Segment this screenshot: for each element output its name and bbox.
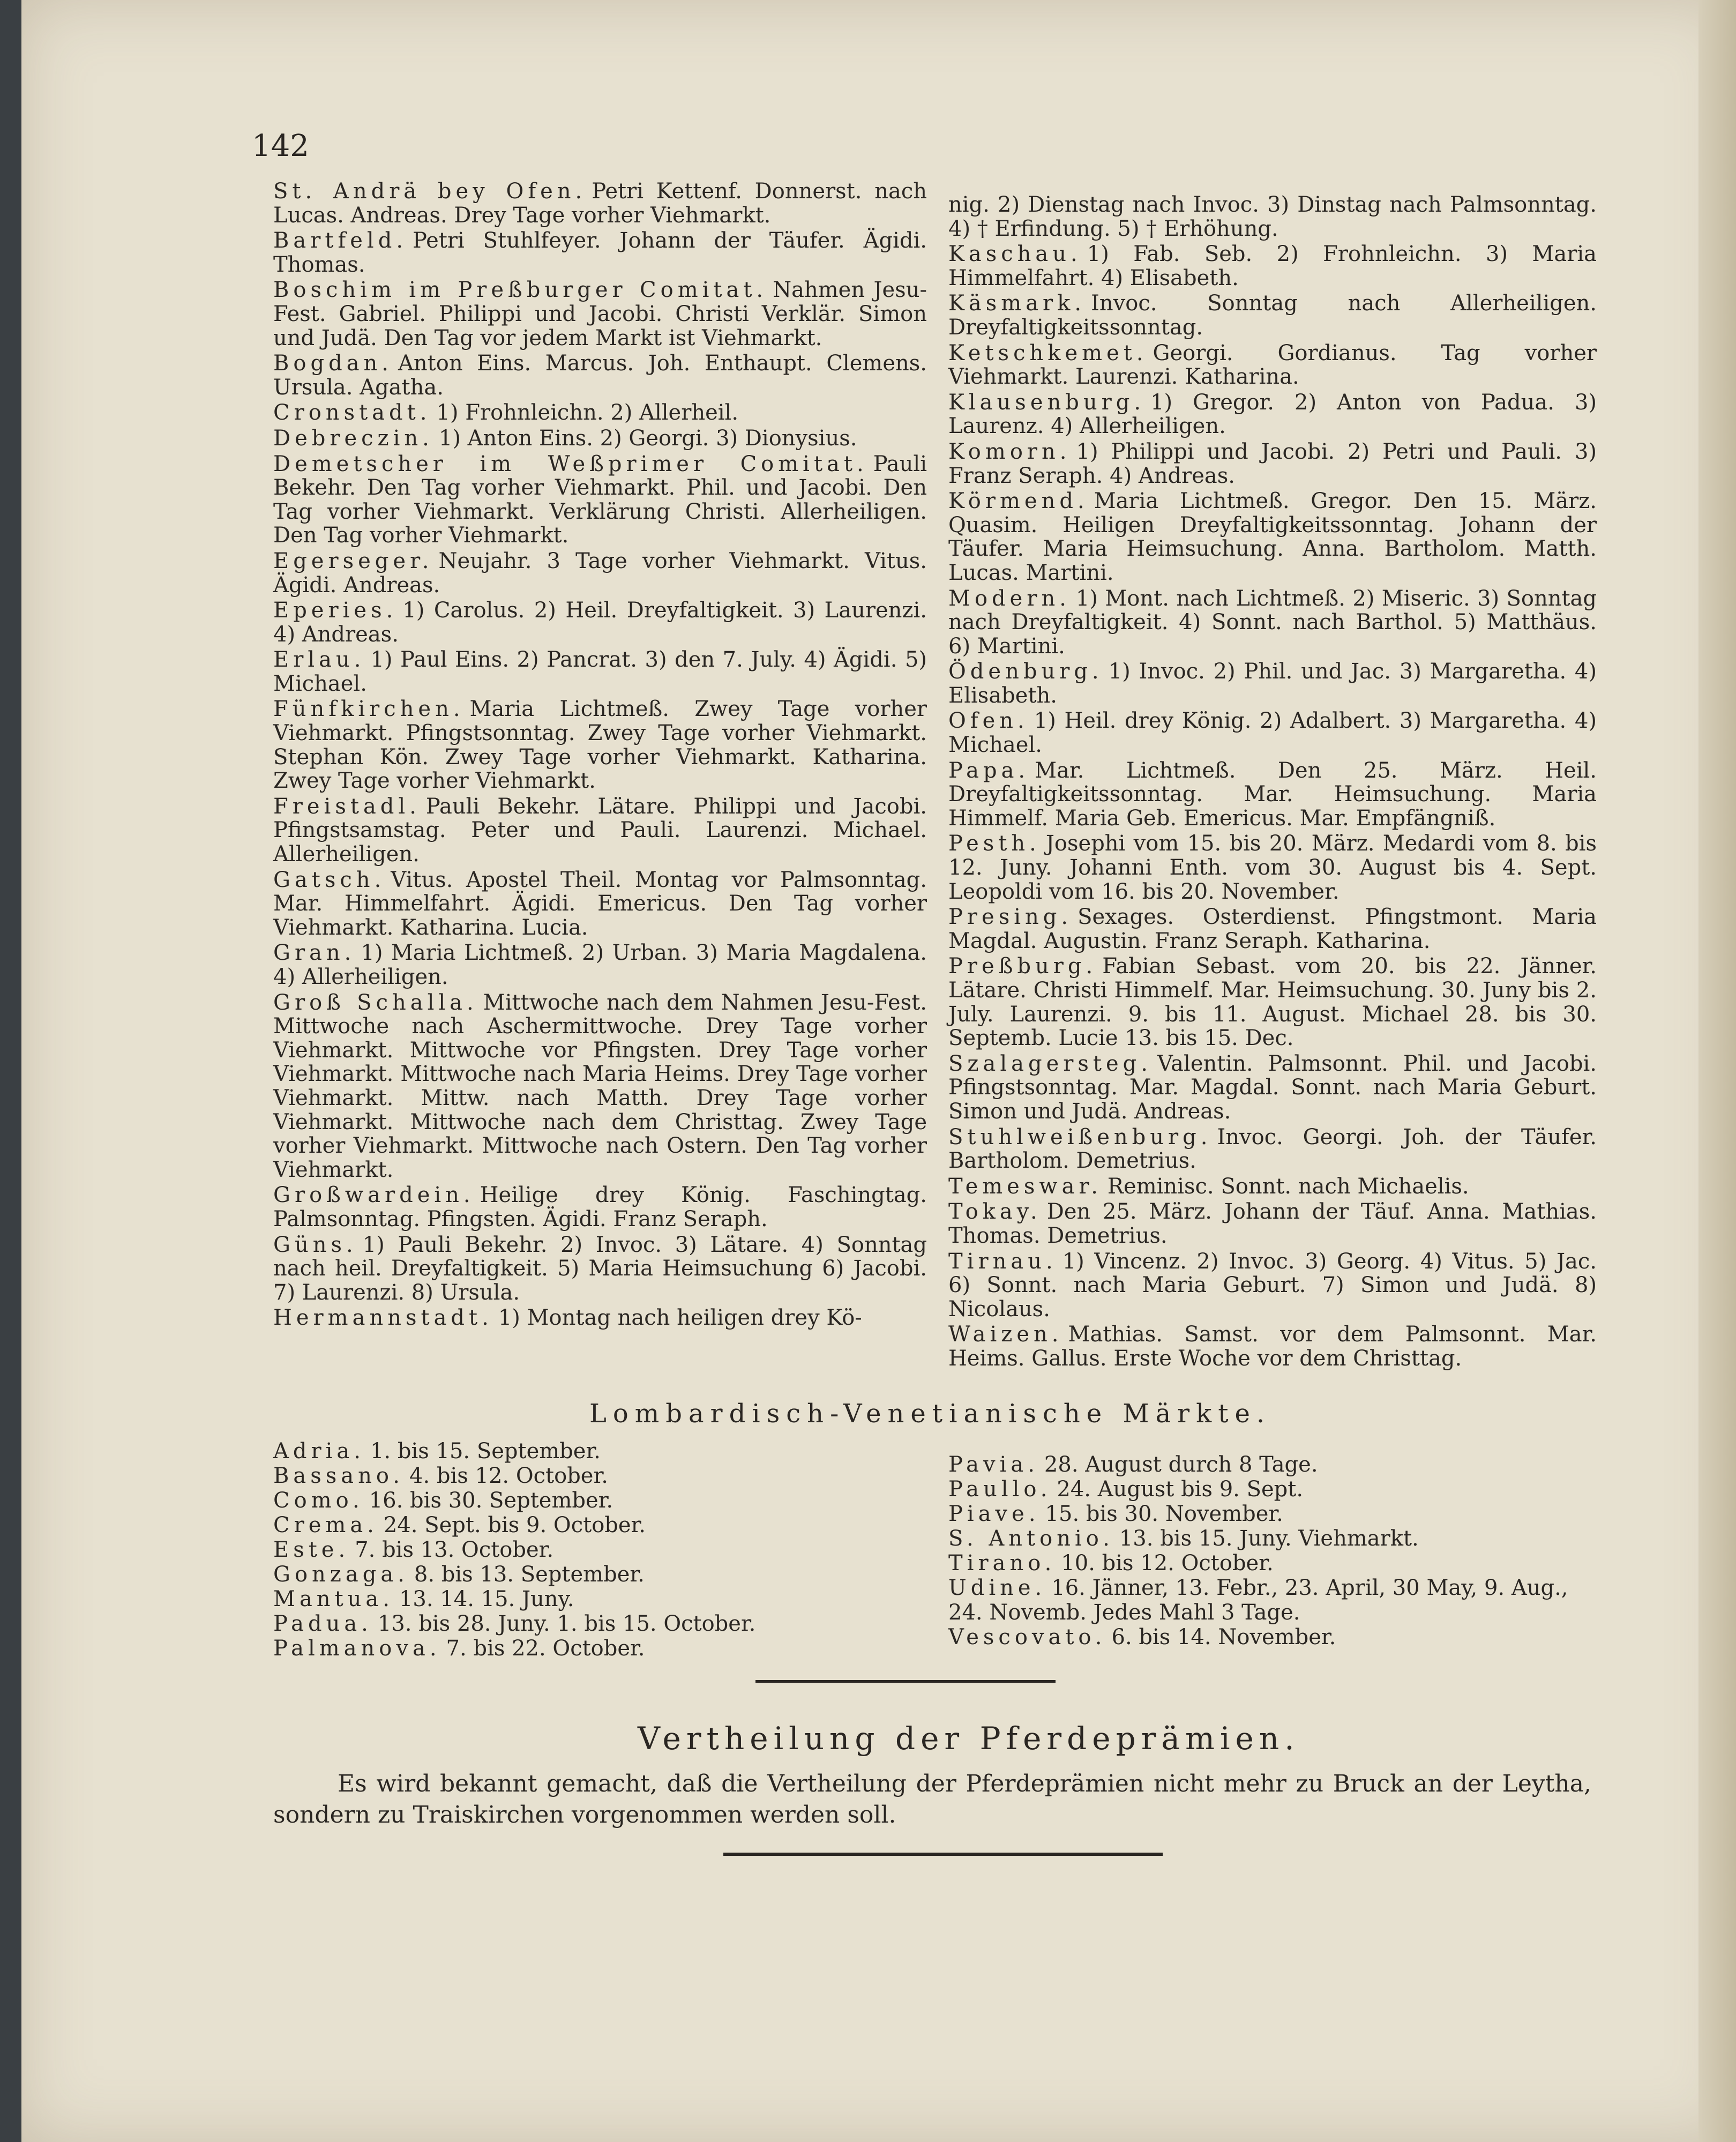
market-place: Tirano.	[948, 1551, 1056, 1576]
market-entry	[273, 868, 927, 940]
book-spine	[1698, 0, 1736, 2142]
market-dates: Mittwoche nach dem Nahmen Jesu-Fest. Mittwoche nach Aschermittwoche. Drey Tage vorher Viehmarkt. Mittwoche vor Pfingsten. Drey Tage vorher Viehmarkt. Mittwoche nach Maria Heims. Drey Tage vorher Viehmarkt. Mittw. nach Matth. Drey Tage vorher Viehmarkt. Mittwoche nach dem Christtag. Zwey Tage vorher Viehmarkt. Mittwoche nach Ostern. Den Tag vorher Viehmarkt.	[273, 990, 927, 1182]
market-place: Käsmark.	[948, 291, 1086, 316]
market-place: Bogdan.	[273, 351, 393, 376]
market-place: Gonzaga.	[273, 1562, 409, 1587]
market-place: Este.	[273, 1538, 350, 1562]
market-entry	[273, 352, 927, 399]
market-dates: 13. bis 28. Juny. 1. bis 15. October.	[377, 1611, 756, 1636]
right-column	[948, 193, 1597, 1372]
market-place: Presing.	[948, 905, 1073, 930]
market-dates: Mar. Lichtmeß. Den 25. März. Heil. Dreyfaltigkeitssonntag. Mar. Heimsuchung. Maria Himmelf. Maria Geb. Emericus. Mar. Empfängniß.	[948, 758, 1597, 831]
market-entry	[273, 1513, 916, 1538]
market-dates: 6. bis 14. November.	[1111, 1625, 1336, 1650]
market-place: Großwardein.	[273, 1183, 475, 1208]
market-entry	[273, 1562, 916, 1587]
pferde-paragraph: Es wird bekannt gemacht, daß die Vertheilung der Pferdeprämien nicht mehr zu Bruck an der Leytha, sondern zu Traiskirchen vorgenommen werden soll.	[273, 1770, 1591, 1828]
market-dates: 1) Mont. nach Lichtmeß. 2) Miseric. 3) Sonntag nach Dreyfaltigkeit. 4) Sonnt. nach Barthol. 5) Matthäus. 6) Martini.	[948, 586, 1597, 659]
market-dates: Petri Kettenf. Donnerst. nach Lucas. Andreas. Drey Tage vorher Viehmarkt.	[273, 179, 927, 228]
market-dates: Fabian Sebast. vom 20. bis 22. Jänner. Lätare. Christi Himmelf. Mar. Heimsuchung. 30. Juny bis 2. July. Laurenzi. 9. bis 11. August. Michael 28. bis 30. Septemb. Lucie 13. bis 15. Dec.	[948, 954, 1597, 1051]
page-number: 142	[252, 129, 309, 163]
lombard-heading: Lombardisch-Venetianische Märkte.	[589, 1399, 1271, 1429]
market-entry	[948, 1200, 1597, 1248]
market-place: St. Andrä bey Ofen.	[273, 179, 587, 204]
market-place: Ketschkemet.	[948, 340, 1148, 365]
market-entry	[948, 341, 1597, 389]
market-entry	[948, 440, 1597, 488]
market-entry	[948, 1052, 1597, 1124]
market-place: Udine.	[948, 1576, 1046, 1600]
market-place: Freistadl.	[273, 794, 421, 819]
market-entry	[948, 1526, 1591, 1551]
market-place: Szalagersteg.	[948, 1051, 1152, 1076]
market-place: Gran.	[273, 941, 356, 966]
market-dates: Den 25. März. Johann der Täuf. Anna. Mathias. Thomas. Demetrius.	[948, 1199, 1597, 1248]
market-place: Adria.	[273, 1439, 365, 1464]
market-place: Modern.	[948, 586, 1071, 611]
book-page	[21, 0, 1736, 2142]
market-place: Demetscher im Weßprimer Comitat.	[273, 451, 868, 476]
market-dates: 1) Paul Eins. 2) Pancrat. 3) den 7. July. 4) Ägidi. 5) Michael.	[273, 647, 927, 696]
market-dates: Josephi vom 15. bis 20. März. Medardi vom 8. bis 12. Juny. Johanni Enth. vom 30. August bis 4. Sept. Leopoldi vom 16. bis 20. November.	[948, 831, 1597, 904]
market-dates: Invoc. Georgi. Joh. der Täufer. Bartholom. Demetrius.	[948, 1124, 1597, 1174]
market-dates: 1) Maria Lichtmeß. 2) Urban. 3) Maria Magdalena. 4) Allerheiligen.	[273, 941, 927, 989]
market-entry	[273, 180, 927, 227]
market-entry	[948, 1576, 1591, 1625]
market-place: Pavia.	[948, 1452, 1039, 1477]
market-entry	[948, 1502, 1591, 1526]
market-place: Güns.	[273, 1232, 357, 1257]
market-place: Egerseger.	[273, 548, 433, 573]
market-dates: Maria Lichtmeß. Gregor. Den 15. März. Quasim. Heiligen Dreyfaltigkeitssonntag. Johann der Täufer. Maria Heimsuchung. Anna. Bartholom. Matth. Lucas. Martini.	[948, 489, 1597, 585]
left-column	[273, 180, 927, 1332]
market-entry	[948, 587, 1597, 659]
market-entry	[948, 391, 1597, 438]
market-entry	[948, 1452, 1591, 1477]
market-entry	[273, 452, 927, 548]
pferde-heading: Vertheilung der Pferdeprämien.	[638, 1720, 1300, 1757]
market-place: Preßburg.	[948, 954, 1097, 979]
market-entry	[948, 1125, 1597, 1173]
market-entry	[273, 1636, 916, 1661]
market-entry	[273, 549, 927, 597]
market-place: Boschim im Preßburger Comitat.	[273, 278, 768, 303]
market-dates: 7. bis 13. October.	[355, 1538, 554, 1562]
market-place: Vescovato.	[948, 1625, 1106, 1650]
market-place: Padua.	[273, 1611, 372, 1636]
market-dates: Sexages. Osterdienst. Pfingstmont. Maria Magdal. Augustin. Franz Seraph. Katharina.	[948, 905, 1597, 953]
lombard-right-list	[948, 1452, 1591, 1650]
market-entry	[273, 991, 927, 1182]
market-dates: Mathias. Samst. vor dem Palmsonnt. Mar. Heims. Gallus. Erste Woche vor dem Christtag.	[948, 1322, 1597, 1371]
market-place: Crema.	[273, 1513, 378, 1538]
lombard-left-list	[273, 1439, 916, 1661]
market-dates: 16. bis 30. September.	[369, 1488, 613, 1513]
market-place: Pesth.	[948, 831, 1041, 856]
market-place: Papa.	[948, 758, 1030, 783]
market-dates: 1) Carolus. 2) Heil. Dreyfaltigkeit. 3) Laurenzi. 4) Andreas.	[273, 598, 927, 647]
market-place: Tirnau.	[948, 1249, 1057, 1274]
market-dates: Maria Lichtmeß. Zwey Tage vorher Viehmarkt. Pfingstsonntag. Zwey Tage vorher Viehmarkt. Stephan Kön. Zwey Tage vorher Viehmarkt. Katharina. Zwey Tage vorher Viehmarkt.	[273, 697, 927, 794]
market-dates: 15. bis 30. November.	[1045, 1502, 1283, 1526]
market-entry	[273, 648, 927, 696]
market-entry	[948, 1323, 1597, 1370]
section-divider	[755, 1680, 1056, 1683]
market-dates: 7. bis 22. October.	[446, 1636, 645, 1661]
market-dates: 1) Pauli Bekehr. 2) Invoc. 3) Lätare. 4) Sonntag nach heil. Dreyfaltigkeit. 5) Maria Heimsuchung 6) Jacobi. 7) Laurenzi. 8) Ursula.	[273, 1232, 927, 1305]
market-dates: nig. 2) Dienstag nach Invoc. 3) Dinstag nach Palmsonntag. 4) † Erfindung. 5) † Erhöhung.	[948, 192, 1597, 241]
market-entry	[273, 1233, 927, 1305]
market-place: Hermannstadt.	[273, 1305, 493, 1331]
market-dates: Valentin. Palmsonnt. Phil. und Jacobi. Pfingstsonntag. Mar. Magdal. Sonnt. nach Maria Geburt. Simon und Judä. Andreas.	[948, 1051, 1597, 1124]
market-place: Komorn.	[948, 439, 1071, 464]
market-dates: 28. August durch 8 Tage.	[1044, 1452, 1318, 1477]
market-dates: Pauli Bekehr. Den Tag vorher Viehmarkt. Phil. und Jacobi. Den Tag vorher Viehmarkt. Verklärung Christi. Allerheiligen. Den Tag vorher Viehmarkt.	[273, 451, 927, 548]
market-place: Como.	[273, 1488, 364, 1513]
market-entry	[948, 1250, 1597, 1322]
market-dates: Georgi. Gordianus. Tag vorher Viehmarkt. Laurenzi. Katharina.	[948, 340, 1597, 390]
market-place: Groß Schalla.	[273, 990, 478, 1015]
market-entry	[273, 1611, 916, 1636]
market-dates: 10. bis 12. October.	[1061, 1551, 1274, 1576]
market-entry	[948, 1477, 1591, 1502]
market-entry	[948, 905, 1597, 953]
market-entry	[273, 1488, 916, 1513]
market-dates: 13. bis 15. Juny. Viehmarkt.	[1119, 1526, 1419, 1551]
market-dates: 1) Frohnleichn. 2) Allerheil.	[436, 400, 739, 426]
market-place: Cronstadt.	[273, 400, 431, 426]
market-place: Erlau.	[273, 647, 365, 673]
market-dates: 1) Heil. drey König. 2) Adalbert. 3) Margaretha. 4) Michael.	[948, 708, 1597, 758]
market-entry	[273, 599, 927, 646]
market-entry	[273, 1439, 916, 1464]
market-dates: Petri Stuhlfeyer. Johann der Täufer. Ägidi. Thomas.	[273, 228, 927, 277]
market-dates: 13. 14. 15. Juny.	[399, 1587, 574, 1611]
market-entry	[948, 1175, 1597, 1199]
market-dates: 16. Jänner, 13. Febr., 23. April, 30 May, 9. Aug., 24. Novemb. Jedes Mahl 3 Tage.	[948, 1576, 1568, 1625]
market-entry	[948, 292, 1597, 339]
market-dates: Vitus. Apostel Theil. Montag vor Palmsonntag. Mar. Himmelfahrt. Ägidi. Emericus. Den Tag vorher Viehmarkt. Katharina. Lucia.	[273, 867, 927, 940]
market-dates: 1) Fab. Seb. 2) Frohnleichn. 3) Maria Himmelfahrt. 4) Elisabeth.	[948, 242, 1597, 290]
market-place: Kaschau.	[948, 242, 1082, 267]
market-dates: Nahmen Jesu-Fest. Gabriel. Philippi und Jacobi. Christi Verklär. Simon und Judä. Den Tag vor jedem Markt ist Viehmarkt.	[273, 278, 927, 350]
market-place: Mantua.	[273, 1587, 394, 1611]
market-entry	[948, 193, 1597, 241]
market-entry	[948, 1625, 1591, 1650]
market-entry	[948, 832, 1597, 904]
market-place: Debreczin.	[273, 426, 433, 451]
market-entry	[273, 697, 927, 793]
market-dates: 1) Anton Eins. 2) Georgi. 3) Dionysius.	[438, 426, 857, 451]
market-place: Bassano.	[273, 1464, 404, 1488]
market-dates: 1) Gregor. 2) Anton von Padua. 3) Laurenz. 4) Allerheiligen.	[948, 390, 1597, 439]
market-entry	[273, 1538, 916, 1562]
market-entry	[273, 795, 927, 867]
market-entry	[948, 709, 1597, 757]
market-dates: 1) Vincenz. 2) Invoc. 3) Georg. 4) Vitus. 5) Jac. 6) Sonnt. nach Maria Geburt. 7) Simon und Judä. 8) Nicolaus.	[948, 1249, 1597, 1322]
market-dates: Reminisc. Sonnt. nach Michaelis.	[1107, 1174, 1469, 1199]
market-place: Gatsch.	[273, 867, 386, 892]
market-entry	[948, 489, 1597, 585]
market-entry	[948, 242, 1597, 290]
market-dates: 8. bis 13. September.	[414, 1562, 645, 1587]
market-dates: 1) Philippi und Jacobi. 2) Petri und Pauli. 3) Franz Seraph. 4) Andreas.	[948, 439, 1597, 488]
market-place: Körmend.	[948, 489, 1089, 514]
market-entry	[273, 229, 927, 277]
market-place: Temeswar.	[948, 1174, 1102, 1199]
market-entry	[273, 941, 927, 989]
market-dates: 1) Montag nach heiligen drey Kö-	[498, 1305, 862, 1331]
market-entry	[273, 427, 927, 451]
market-dates: 4. bis 12. October.	[409, 1464, 608, 1488]
market-entry	[948, 954, 1597, 1050]
market-dates: 1. bis 15. September.	[370, 1439, 601, 1464]
market-dates: Neujahr. 3 Tage vorher Viehmarkt. Vitus. Ägidi. Andreas.	[273, 548, 927, 598]
market-place: Fünfkirchen.	[273, 697, 465, 722]
market-place: Ödenburg.	[948, 659, 1103, 684]
market-entry	[273, 1183, 927, 1231]
market-dates: 1) Invoc. 2) Phil. und Jac. 3) Margaretha. 4) Elisabeth.	[948, 659, 1597, 708]
market-dates: Invoc. Sonntag nach Allerheiligen. Dreyfaltigkeitssonntag.	[948, 291, 1597, 340]
market-dates: Pauli Bekehr. Lätare. Philippi und Jacobi. Pfingstsamstag. Peter und Pauli. Laurenzi. Michael. Allerheiligen.	[273, 794, 927, 867]
market-dates: 24. August bis 9. Sept.	[1057, 1477, 1304, 1502]
market-entry	[273, 278, 927, 350]
market-place: Palmanova.	[273, 1636, 441, 1661]
market-place: Piave.	[948, 1502, 1040, 1526]
market-dates: Heilige drey König. Faschingtag. Palmsonntag. Pfingsten. Ägidi. Franz Seraph.	[273, 1183, 927, 1232]
market-entry	[273, 401, 927, 425]
market-entry	[948, 759, 1597, 831]
market-place: Klausenburg.	[948, 390, 1146, 415]
market-entry	[273, 1587, 916, 1611]
market-entry	[948, 660, 1597, 707]
market-entry	[273, 1306, 927, 1330]
market-place: Stuhlweißenburg.	[948, 1124, 1212, 1150]
market-place: Paullo.	[948, 1477, 1052, 1502]
market-place: Waizen.	[948, 1322, 1063, 1347]
market-place: Tokay.	[948, 1199, 1042, 1225]
market-entry	[273, 1464, 916, 1488]
market-place: Ofen.	[948, 708, 1029, 734]
market-dates: 24. Sept. bis 9. October.	[383, 1513, 646, 1538]
market-place: S. Antonio.	[948, 1526, 1114, 1551]
market-dates: Anton Eins. Marcus. Joh. Enthaupt. Clemens. Ursula. Agatha.	[273, 351, 927, 400]
market-entry	[948, 1551, 1591, 1576]
closing-rule	[723, 1853, 1163, 1856]
market-place: Eperies.	[273, 598, 398, 623]
market-place: Bartfeld.	[273, 228, 408, 253]
